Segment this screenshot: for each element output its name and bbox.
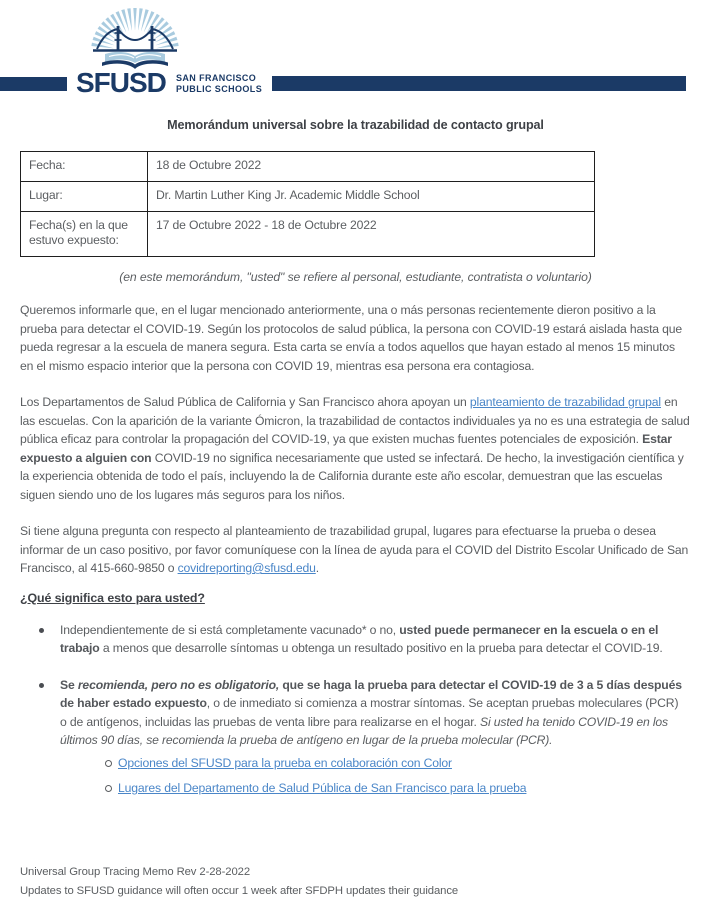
memo-title: Memorándum universal sobre la trazabilidad de contacto grupal: [167, 118, 544, 132]
paragraph-group-tracing-text-3: COVID-19 no significa necesariamente que usted se infectará. De hecho, la investigación científica y la experiencia obtenida de todo el país, incluyendo la de California durante este año escolar, demuestran que las escuelas siguen siendo uno de los lugares más seguros para los niños.: [20, 450, 684, 502]
group-tracing-approach-link[interactable]: planteamiento de trazabilidad grupal: [469, 395, 661, 409]
paragraph-questions-period: .: [315, 561, 320, 575]
bullet-test-bold-2: que se haga la prueba para detectar el COVID-19 de 3 a 5 días después de haber estado expuesto: [60, 677, 682, 710]
memo-body: [0, 118, 701, 798]
paragraph-group-tracing-text-1: Los Departamentos de Salud Pública de California y San Francisco ahora apoyan un: [20, 395, 470, 409]
sfdph-testing-sites-link[interactable]: Lugares del Departamento de Salud Pública de San Francisco para la prueba: [118, 781, 527, 795]
paragraph-positive-case-text: Queremos informarle que, en el lugar mencionado anteriormente, una o más personas recientemente dieron positivo a la prueba para detectar el COVID-19. Según los protocolos de salud pública, la persona con COVID-19 estará aislada hasta que pueda regresar a la escuela de manera segura. Esta carta se envía a todos aquellos que hayan estado al menos 15 minutos en el mismo espacio interior que la persona con COVID 19, mientras esa persona era contagiosa.: [20, 303, 683, 373]
bullet-test-text: , o de inmediato si comienza a mostrar síntomas. Se aceptan pruebas moleculares (PCR) o de antígenos, incluidas las pruebas de venta libre para realizarse en el hogar.: [60, 696, 679, 729]
fecha-value: 18 de Octubre 2022: [148, 152, 595, 182]
bullet-test-bold-1: Se: [60, 677, 78, 692]
usted-definition-note: (en este memorándum, "usted" se refiere al personal, estudiante, contratista o voluntario): [119, 270, 592, 284]
bullet-testing-recommended: [20, 676, 691, 798]
sub-bullet-sfdph-testing: [60, 779, 683, 798]
footer-updates-line: Updates to SFUSD guidance will often occur 1 week after SFDPH updates their guidance: [20, 884, 459, 897]
sub-bullet-color-testing: [60, 754, 683, 773]
fechas-expuesto-value: 17 de Octubre 2022 - 18 de Octubre 2022: [148, 212, 595, 257]
table-row-lugar: [21, 182, 595, 212]
paragraph-group-tracing: [20, 393, 691, 504]
district-name-line2: PUBLIC SCHOOLS: [176, 83, 263, 94]
lugar-label: Lugar:: [21, 182, 148, 212]
sfusd-wordmark: SFUSD: [76, 67, 166, 98]
testing-links-list: [60, 754, 683, 798]
covid-reporting-email-link[interactable]: covidreporting@sfusd.edu: [177, 561, 316, 575]
lugar-value: Dr. Martin Luther King Jr. Academic Middle School: [148, 182, 595, 212]
fecha-label: Fecha:: [21, 152, 148, 182]
fechas-expuesto-label: Fecha(s) en la que estuvo expuesto:: [21, 212, 148, 257]
bullet-dot-icon: [39, 628, 44, 633]
bullet-stay-text-1: Independientemente de si está completamente vacunado* o no,: [60, 622, 400, 637]
bullet-test-bold-italic: recomienda, pero no es obligatorio,: [77, 677, 280, 692]
header-right-bar: [272, 76, 686, 91]
district-name: [176, 73, 262, 94]
table-row-fechas-expuesto: [21, 212, 595, 257]
paragraph-group-tracing-text-2: en las escuelas. Con la aparición de la variante Ómicron, la trazabilidad de contactos individuales ya no es una estrategia de salud pública eficaz para controlar la propagación del COVID-19, ya que existen muchas fuentes potenciales de exposición.: [20, 395, 690, 446]
section-heading-what-it-means: ¿Qué significa esto para usted?: [20, 590, 205, 605]
table-row-fecha: [21, 152, 595, 182]
paragraph-questions-text: Si tiene alguna pregunta con respecto al planteamiento de trazabilidad grupal, lugares para efectuarse la prueba o desea informar de un caso positivo, por favor comuníquese con la línea de ayuda para el COVID del Distrito Escolar Unificado de San Francisco, al 415-660-9850 o: [20, 524, 689, 575]
district-name-line1: SAN FRANCISCO: [176, 73, 257, 83]
bullet-circle-icon: [105, 760, 112, 767]
sfusd-header: [0, 0, 701, 98]
exposure-info-table: [20, 151, 595, 257]
bullet-circle-icon: [105, 785, 112, 792]
sfusd-color-testing-link[interactable]: Opciones del SFUSD para la prueba en colaboración con Color: [118, 755, 452, 770]
paragraph-positive-case: [20, 301, 691, 375]
header-left-bar: [0, 77, 67, 91]
bullet-stay-bold: usted puede permanecer en la escuela o en el trabajo: [60, 622, 659, 655]
paragraph-questions-contact: [20, 522, 691, 578]
bullet-stay-at-school: [20, 621, 691, 658]
sfusd-bridge-book-sunburst-icon: [85, 5, 185, 73]
bullet-test-italic: Si usted ha tenido COVID-19 en los últimos 90 días, se recomienda la prueba de antígeno en lugar de la prueba molecular (PCR).: [60, 714, 668, 747]
paragraph-group-tracing-bold: Estar expuesto a alguien con: [20, 432, 672, 465]
guidance-bullet-list: [20, 621, 691, 798]
memo-footer: [20, 863, 458, 900]
bullet-stay-text-2: a menos que desarrolle síntomas u obtenga un resultado positivo en la prueba para detectar el COVID-19.: [99, 641, 663, 655]
bullet-dot-icon: [39, 683, 44, 688]
footer-revision-line: Universal Group Tracing Memo Rev 2-28-2022: [20, 866, 251, 878]
